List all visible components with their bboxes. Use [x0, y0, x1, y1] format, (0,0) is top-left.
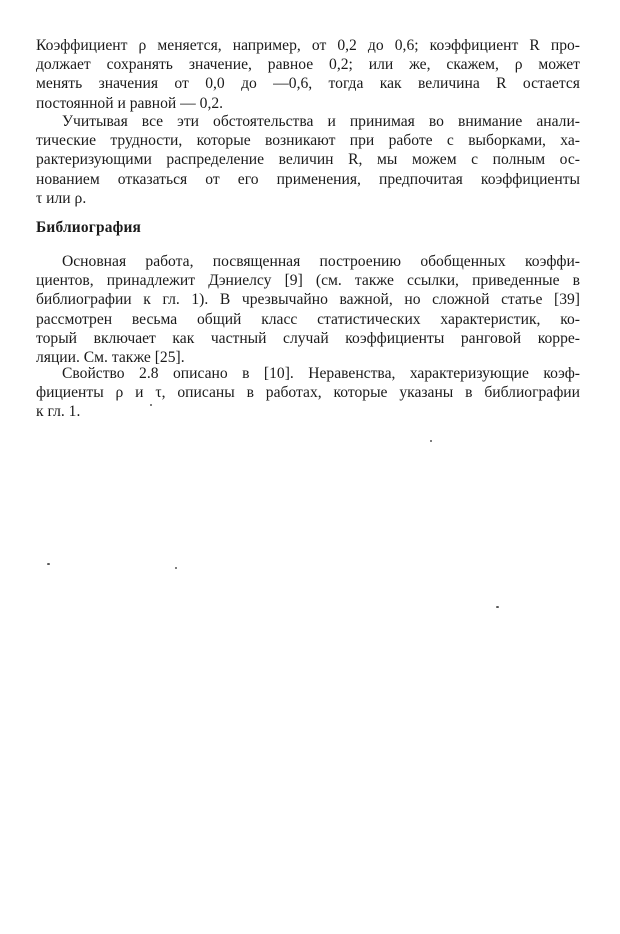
text-line: рактеризующими распределение величин R, мы можем с полным ос-	[36, 151, 580, 169]
text-line: к гл. 1.	[36, 403, 81, 421]
paragraph-conclusion	[36, 112, 580, 208]
text-line: ляции. См. также [25].	[36, 348, 185, 366]
scan-speck	[150, 404, 152, 406]
text-line: постоянной и равной — 0,2.	[36, 94, 224, 112]
paragraph-continuation	[36, 36, 580, 113]
text-line: рассмотрен весьма общий класс статистических характеристик, ко-	[36, 310, 580, 328]
text-line: циентов, принадлежит Дэниелсу [9] (см. также ссылки, приведенные в	[36, 272, 580, 290]
paragraph-bibliography	[36, 252, 580, 367]
text-line: библиографии к гл. 1). В чрезвычайно важной, но сложной статье [39]	[36, 291, 580, 309]
text-line: Основная работа, посвященная построению обобщенных коэффи-	[62, 253, 580, 270]
text-line: менять значения от 0,0 до —0,6, тогда как величина R остается	[36, 75, 580, 93]
section-heading: Библиография	[36, 219, 142, 236]
text-line: фициенты ρ и τ, описаны в работах, которые указаны в библиографии	[36, 384, 580, 402]
text-line: τ или ρ.	[36, 189, 87, 207]
text-line: Учитывая все эти обстоятельства и принимая во внимание анали-	[62, 113, 580, 130]
scan-speck	[496, 606, 499, 608]
text-line: торый включает как частный случай коэффициенты ранговой корре-	[36, 329, 580, 347]
text-line: тические трудности, которые возникают при работе с выборками, ха-	[36, 132, 580, 150]
text-line: нованием отказаться от его применения, предпочитая коэффициенты	[36, 170, 580, 188]
scan-speck	[47, 563, 50, 565]
text-line: должает сохранять значение, равное 0,2; или же, скажем, ρ может	[36, 56, 580, 74]
text-line: Коэффициент ρ меняется, например, от 0,2 до 0,6; коэффициент R про-	[36, 37, 580, 54]
text-line: Свойство 2.8 описано в [10]. Неравенства, характеризующие коэф-	[62, 365, 580, 382]
scan-speck	[175, 567, 177, 569]
paragraph-references	[36, 364, 580, 422]
scan-speck	[430, 440, 432, 442]
